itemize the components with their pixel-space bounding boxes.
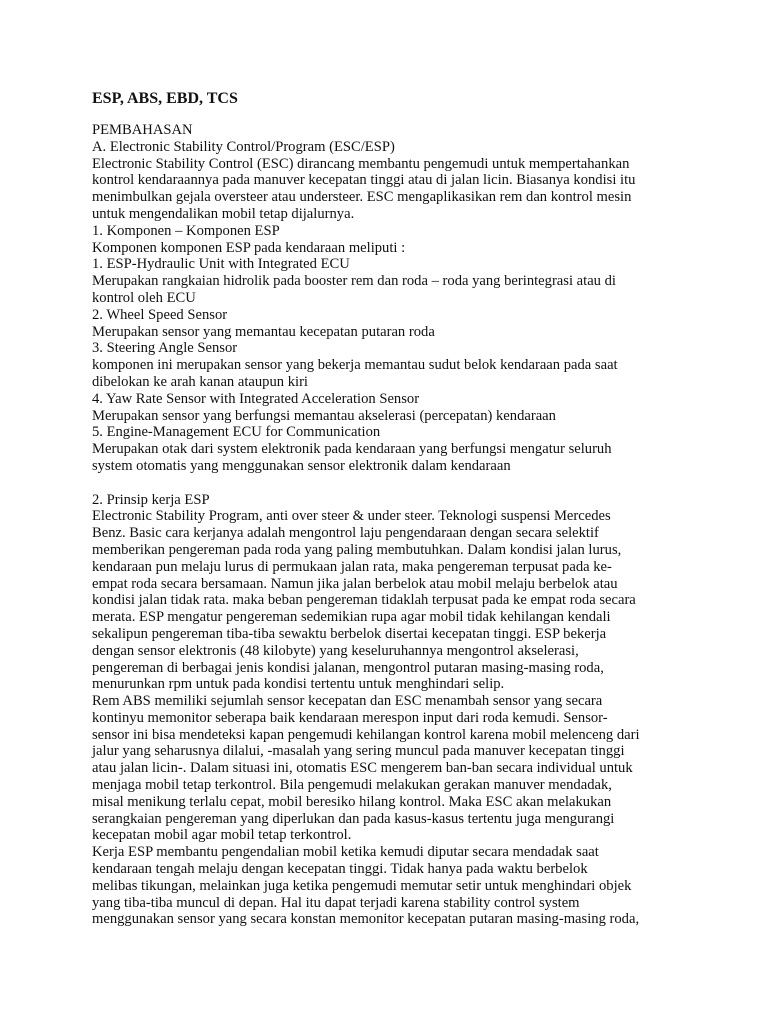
text-line: PEMBAHASAN [92, 122, 193, 138]
text-line: yang tiba-tiba muncul di depan. Hal itu dapat terjadi karena stability control system [92, 894, 580, 911]
text-line: kecepatan mobil agar mobil tetap terkontrol. [92, 827, 352, 844]
text-line: 5. Engine-Management ECU for Communication [92, 424, 381, 441]
text-line: Merupakan sensor yang berfungsi memantau akselerasi (percepatan) kendaraan [92, 407, 556, 424]
text-line: Kerja ESP membantu pengendalian mobil ketika kemudi diputar secara mendadak saat [92, 844, 599, 861]
document-title: ESP, ABS, EBD, TCS [92, 90, 238, 107]
text-line: A. Electronic Stability Control/Program (ESC/ESP) [92, 138, 395, 155]
text-line: Electronic Stability Program, anti over steer & under steer. Teknologi suspensi Mercedes [92, 508, 611, 525]
text-line: Rem ABS memiliki sejumlah sensor kecepatan dan ESC menambah sensor yang secara [92, 693, 603, 710]
text-line: menggunakan sensor yang secara konstan memonitor kecepatan putaran masing-masing roda, [92, 911, 640, 928]
text-line: kontinyu memonitor seberapa baik kendaraan merespon input dari roda kemudi. Sensor- [92, 709, 608, 726]
document-page [92, 88, 692, 928]
text-line: kontrol oleh ECU [92, 289, 196, 306]
text-line: sekalipun pengereman tiba-tiba sewaktu berbelok disertai kecepatan tinggi. ESP bekerja [92, 625, 607, 642]
text-line: 3. Steering Angle Sensor [92, 340, 238, 357]
text-line: sensor ini bisa mendeteksi kapan pengemudi kehilangan kontrol karena mobil melenceng dari [92, 726, 640, 743]
text-line: dibelokan ke arah kanan ataupun kiri [92, 373, 308, 390]
text-line: untuk mengendalikan mobil tetap dijalurnya. [92, 205, 355, 222]
text-line: Komponen komponen ESP pada kendaraan meliputi : [92, 239, 406, 256]
text-line: Electronic Stability Control (ESC) dirancang membantu pengemudi untuk mempertahankan [92, 155, 630, 172]
text-line: 2. Prinsip kerja ESP [92, 491, 210, 508]
text-line: memberikan pengereman pada roda yang paling membutuhkan. Dalam kondisi jalan lurus, [92, 541, 622, 558]
text-line: kondisi jalan tidak rata. maka beban pengereman tidaklah terpusat pada ke empat roda secara [92, 592, 636, 609]
text-line: 1. Komponen – Komponen ESP [92, 222, 280, 239]
text-line: 1. ESP-Hydraulic Unit with Integrated ECU [92, 256, 350, 273]
text-line: Benz. Basic cara kerjanya adalah mengontrol laju pengendaraan dengan secara selektif [92, 525, 599, 542]
text-line: menurunkan rpm untuk pada kondisi tertentu untuk menghindari selip. [92, 676, 505, 693]
text-line: menjaga mobil tetap terkontrol. Bila pengemudi melakukan gerakan manuver mendadak, [92, 777, 612, 794]
text-line [92, 475, 692, 492]
text-line: kendaraan pun melaju lurus di permukaan jalan rata, maka pengereman terpusat pada ke- [92, 558, 612, 575]
text-line: serangkaian pengereman yang diperlukan dan pada kasus-kasus tertentu juga mengurangi [92, 810, 615, 827]
text-line: merata. ESP mengatur pengereman sedemikian rupa agar mobil tidak kehilangan kendali [92, 609, 611, 626]
text-line: pengereman di berbagai jenis kondisi jalanan, mengontrol putaran masing-masing roda, [92, 659, 604, 676]
text-line: Merupakan otak dari system elektronik pada kendaraan yang berfungsi mengatur seluruh [92, 441, 612, 458]
text-line: empat roda secara bersamaan. Namun jika jalan berbelok atau mobil melaju berbelok atau [92, 575, 618, 592]
text-line: jalur yang seharusnya dilalui, -masalah yang sering muncul pada manuver kecepatan tinggi [92, 743, 625, 760]
text-line: dengan sensor elektronis (48 kilobyte) yang keseluruhannya mengontrol akselerasi, [92, 642, 579, 659]
text-line: system otomatis yang menggunakan sensor elektronik dalam kendaraan [92, 457, 511, 474]
text-line: kendaraan tengah melaju dengan kecepatan tinggi. Tidak hanya pada waktu berbelok [92, 861, 588, 878]
text-line: Merupakan sensor yang memantau kecepatan putaran roda [92, 323, 435, 340]
text-line: 2. Wheel Speed Sensor [92, 306, 228, 323]
text-line: kontrol kendaraannya pada manuver kecepatan tinggi atau di jalan licin. Biasanya kondisi itu [92, 172, 636, 189]
text-line: menimbulkan gejala oversteer atau understeer. ESC mengaplikasikan rem dan kontrol mesin [92, 189, 632, 206]
text-line: 4. Yaw Rate Sensor with Integrated Acceleration Sensor [92, 390, 420, 407]
document-body [92, 122, 692, 928]
text-line: misal menikung terlalu cepat, mobil beresiko hilang kontrol. Maka ESC akan melakukan [92, 793, 612, 810]
text-line: komponen ini merupakan sensor yang bekerja memantau sudut belok kendaraan pada saat [92, 357, 618, 374]
text-line: Merupakan rangkaian hidrolik pada booster rem dan roda – roda yang berintegrasi atau di [92, 273, 616, 290]
text-line: atau jalan licin-. Dalam situasi ini, otomatis ESC mengerem ban-ban secara individual untuk [92, 760, 633, 777]
text-line: melibas tikungan, melainkan juga ketika pengemudi memutar setir untuk menghindari objek [92, 877, 632, 894]
